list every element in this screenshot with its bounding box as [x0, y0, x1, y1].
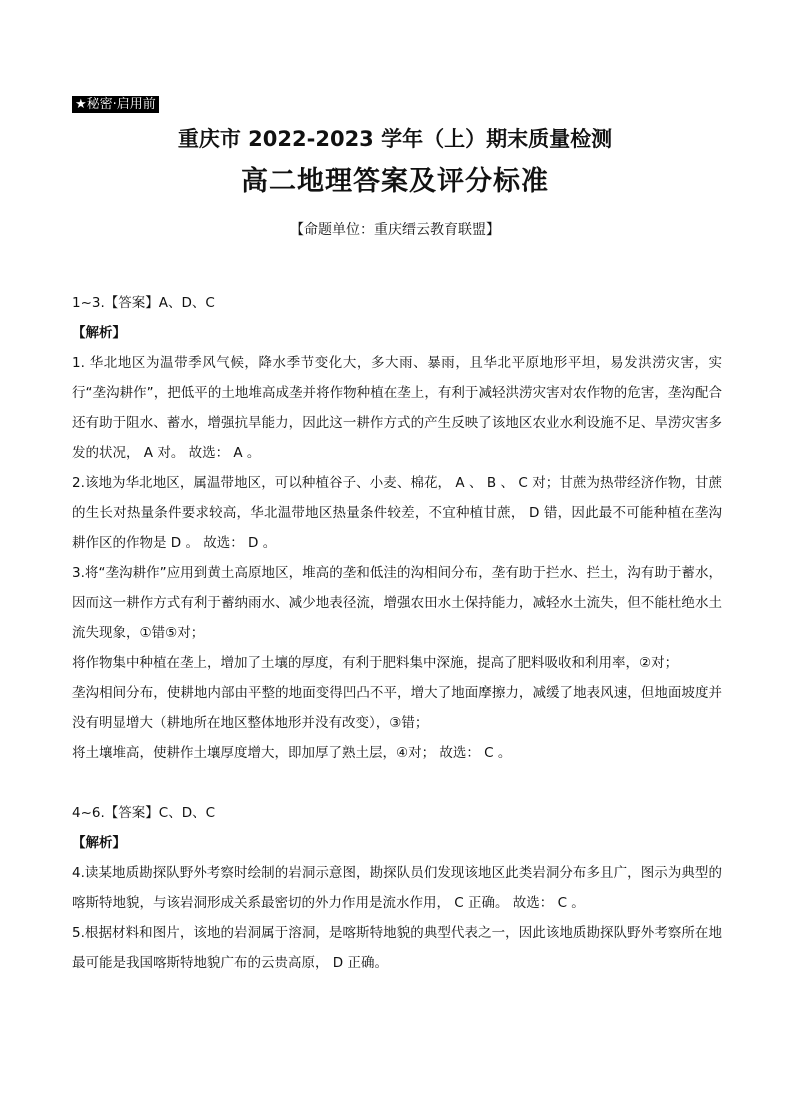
analysis-paragraph: 将土壤堆高，使耕作土壤厚度增大，即加厚了熟土层，④对； 故选： C 。	[72, 745, 512, 761]
author-unit: 【命题单位：重庆缙云教育联盟】	[290, 222, 500, 238]
answer-line-1-3: 1~3.【答案】A、D、C	[72, 295, 215, 311]
analysis-paragraph: 4.读某地质勘探队野外考察时绘制的岩洞示意图，勘探队员们发现该地区此类岩洞分布多且广，图示为典型的喀斯特地貌，与该岩洞形成关系最密切的外力作用是流水作用， C 正确。 故选： C 。	[72, 865, 722, 911]
document-title: 高二地理答案及评分标准	[241, 166, 549, 197]
section-spacer	[72, 768, 722, 798]
analysis-paragraph: 2.该地为华北地区，属温带地区，可以种植谷子、小麦、棉花， A 、 B 、 C 对；甘蔗为热带经济作物，甘蔗的生长对热量条件要求较高，华北温带地区热量条件较差，不宜种植甘蔗， D 错，因此最不可能种植在垄沟耕作区的作物是 D 。 故选： D 。	[72, 475, 722, 551]
analysis-paragraph: 垄沟相间分布，使耕地内部由平整的地面变得凹凸不平，增大了地面摩擦力，减缓了地表风速，但地面坡度并没有明显增大（耕地所在地区整体地形并没有改变），③错；	[72, 685, 722, 731]
analysis-paragraph: 1. 华北地区为温带季风气候，降水季节变化大，多大雨、暴雨，且华北平原地形平坦，易发洪涝灾害，实行“垄沟耕作”，把低平的土地堆高成垄并将作物种植在垄上，有利于减轻洪涝灾害对农作物的危害，垄沟配合还有助于阻水、蓄水，增强抗旱能力，因此这一耕作方式的产生反映了该地区农业水利设施不足、旱涝灾害多发的状况， A 对。 故选： A 。	[72, 355, 722, 461]
analysis-paragraph: 3.将“垄沟耕作”应用到黄土高原地区，堆高的垄和低洼的沟相间分布，垄有助于拦水、拦土，沟有助于蓄水，因而这一耕作方式有利于蓄纳雨水、减少地表径流，增强农田水土保持能力，减轻水土流失，但不能杜绝水土流失现象，①错⑤对；	[72, 565, 722, 641]
document-body	[72, 288, 722, 978]
analysis-paragraph: 将作物集中种植在垄上，增加了土壤的厚度，有利于肥料集中深施，提高了肥料吸收和利用率，②对；	[72, 655, 679, 671]
answer-line-4-6: 4~6.【答案】C、D、C	[72, 805, 216, 821]
exam-title: 重庆市 2022-2023 学年（上）期末质量检测	[177, 127, 613, 151]
analysis-paragraph: 5.根据材料和图片，该地的岩洞属于溶洞，是喀斯特地貌的典型代表之一，因此该地质勘探队野外考察所在地最可能是我国喀斯特地貌广布的云贵高原， D 正确。	[72, 925, 722, 971]
confidential-badge: ★秘密·启用前	[72, 96, 159, 113]
analysis-label-1: 【解析】	[72, 325, 126, 341]
analysis-label-2: 【解析】	[72, 835, 126, 851]
